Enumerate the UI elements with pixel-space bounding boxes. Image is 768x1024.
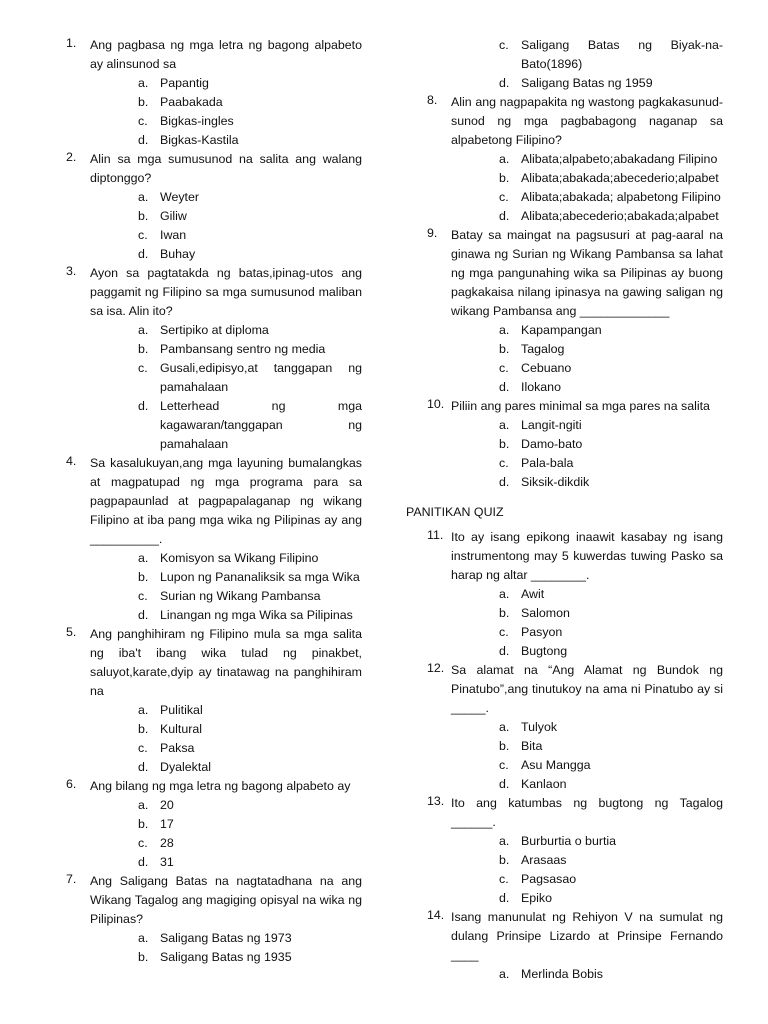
- question-item: [427, 93, 723, 226]
- answer-option: [66, 359, 362, 397]
- option-text: 20: [160, 798, 174, 812]
- answer-option: [427, 359, 723, 378]
- answer-option: [427, 585, 723, 604]
- option-text: Kanlaon: [521, 777, 567, 791]
- options-list: [66, 701, 362, 777]
- option-text: Epiko: [521, 891, 552, 905]
- option-letter: c.: [138, 836, 148, 850]
- option-letter: d.: [138, 399, 149, 413]
- option-text: Dyalektal: [160, 760, 211, 774]
- answer-option: [66, 796, 362, 815]
- answer-option: [427, 435, 723, 454]
- option-letter: a.: [138, 703, 149, 717]
- option-text: Kultural: [160, 722, 203, 736]
- option-letter: a.: [499, 834, 510, 848]
- option-letter: c.: [499, 625, 509, 639]
- option-text: Merlinda Bobis: [521, 967, 603, 981]
- answer-option: [66, 245, 362, 264]
- option-text: Ilokano: [521, 380, 561, 394]
- question-group-a: [427, 93, 723, 492]
- answer-option: [427, 737, 723, 756]
- question-item: [427, 908, 723, 984]
- answer-option: [66, 188, 362, 207]
- option-text: Salomon: [521, 606, 570, 620]
- answer-option: [66, 131, 362, 150]
- answer-option: [66, 758, 362, 777]
- answer-option: [66, 226, 362, 245]
- answer-option: [66, 701, 362, 720]
- answer-option: [427, 718, 723, 737]
- options-list: [66, 74, 362, 150]
- options-list: [66, 929, 362, 967]
- option-text: Bugtong: [521, 644, 568, 658]
- option-text: Asu Mangga: [521, 758, 591, 772]
- option-letter: d.: [499, 209, 510, 223]
- option-text: Sertipiko at diploma: [160, 323, 269, 337]
- option-letter: c.: [499, 361, 509, 375]
- answer-option: [427, 889, 723, 908]
- option-text: Paabakada: [160, 95, 223, 109]
- option-letter: b.: [138, 817, 149, 831]
- question-number: 13.: [427, 794, 445, 808]
- options-list: [66, 188, 362, 264]
- option-letter: b.: [138, 722, 149, 736]
- option-letter: b.: [138, 950, 149, 964]
- answer-option: [66, 549, 362, 568]
- option-text: Awit: [521, 587, 545, 601]
- option-letter: a.: [138, 76, 149, 90]
- options-list: [66, 796, 362, 872]
- options-list: [66, 549, 362, 625]
- answer-option: [66, 587, 362, 606]
- option-letter: c.: [138, 114, 148, 128]
- question-text: Isang manunulat ng Rehiyon V na sumulat ng dulang Prinsipe Lizardo at Prinsipe Fernando ____: [451, 910, 723, 962]
- option-text: Alibata;alpabeto;abakadang Filipino: [521, 152, 718, 166]
- right-column: [406, 36, 723, 984]
- question-text: Ayon sa pagtatakda ng batas,ipinag-utos ang paggamit ng Filipino sa mga sumusunod maliban sa isa. Alin ito?: [90, 266, 362, 318]
- answer-option: [66, 397, 362, 454]
- answer-option: [427, 473, 723, 492]
- question-text: Piliin ang pares minimal sa mga pares na salita: [451, 399, 710, 413]
- answer-option: [66, 340, 362, 359]
- option-letter: d.: [499, 777, 510, 791]
- answer-option: [427, 74, 723, 93]
- option-text: Arasaas: [521, 853, 567, 867]
- option-text: Gusali,edipisyo,at tanggapan ng pamahalaan: [160, 361, 362, 394]
- option-text: Pagsasao: [521, 872, 577, 886]
- question-number: 9.: [427, 226, 438, 240]
- option-letter: a.: [138, 190, 149, 204]
- option-letter: d.: [138, 608, 149, 622]
- answer-option: [66, 739, 362, 758]
- question-text: Ito ay isang epikong inaawit kasabay ng isang instrumentong may 5 kuwerdas tuwing Pasko sa harap ng altar ________.: [451, 530, 723, 582]
- option-text: Giliw: [160, 209, 187, 223]
- option-letter: d.: [499, 644, 510, 658]
- answer-option: [66, 815, 362, 834]
- option-text: Paksa: [160, 741, 195, 755]
- option-text: Weyter: [160, 190, 200, 204]
- answer-option: [427, 775, 723, 794]
- option-letter: c.: [138, 228, 148, 242]
- option-text: Pambansang sentro ng media: [160, 342, 326, 356]
- answer-option: [427, 321, 723, 340]
- question-text: Batay sa maingat na pagsusuri at pag-aaral na ginawa ng Surian ng Wikang Pambansa sa lahat ng mga pangunahing wika sa Pilipinas ay buong pagkakaisa nilang ipinasya na gawing saligan ng wikang Pambansa ang _____________: [451, 228, 723, 318]
- option-text: Pulitikal: [160, 703, 203, 717]
- option-text: Siksik-dikdik: [521, 475, 590, 489]
- answer-option: [427, 36, 723, 74]
- option-letter: c.: [499, 190, 509, 204]
- options-list: [427, 832, 723, 908]
- question-group-b: [427, 528, 723, 984]
- question-number: 1.: [66, 36, 77, 50]
- option-text: Pala-bala: [521, 456, 574, 470]
- question-number: 14.: [427, 908, 445, 922]
- option-text: 17: [160, 817, 174, 831]
- option-letter: b.: [499, 739, 510, 753]
- question-number: 4.: [66, 454, 77, 468]
- question-number: 5.: [66, 625, 77, 639]
- answer-option: [427, 340, 723, 359]
- question-item: [66, 872, 362, 967]
- answer-option: [66, 853, 362, 872]
- answer-option: [427, 207, 723, 226]
- question-text: Ang bilang ng mga letra ng bagong alpabeto ay: [90, 779, 351, 793]
- options-list: [66, 321, 362, 454]
- option-letter: a.: [138, 798, 149, 812]
- option-letter: b.: [138, 209, 149, 223]
- option-text: Alibata;abakada; alpabetong Filipino: [521, 190, 721, 204]
- question-number: 10.: [427, 397, 445, 411]
- option-text: Linangan ng mga Wika sa Pilipinas: [160, 608, 353, 622]
- option-text: Bigkas-Kastila: [160, 133, 239, 147]
- option-letter: b.: [499, 853, 510, 867]
- option-letter: d.: [138, 133, 149, 147]
- option-letter: a.: [138, 551, 149, 565]
- answer-option: [427, 870, 723, 889]
- left-column: [66, 36, 362, 967]
- option-letter: a.: [499, 418, 510, 432]
- question-number: 3.: [66, 264, 77, 278]
- option-letter: c.: [138, 741, 148, 755]
- answer-option: [427, 169, 723, 188]
- question-item: [427, 226, 723, 397]
- question-text: Sa alamat na “Ang Alamat ng Bundok ng Pinatubo”,ang tinutukoy na ama ni Pinatubo ay si _____.: [451, 663, 723, 715]
- option-text: Buhay: [160, 247, 196, 261]
- question-item: [427, 397, 723, 492]
- question-number: 7.: [66, 872, 77, 886]
- option-text: Tagalog: [521, 342, 565, 356]
- question-number: 2.: [66, 150, 77, 164]
- answer-option: [427, 150, 723, 169]
- option-letter: c.: [138, 361, 148, 375]
- option-text: Surian ng Wikang Pambansa: [160, 589, 321, 603]
- question-text: Alin ang nagpapakita ng wastong pagkakasunud-sunod ng mga pagbabagong naganap sa alpabetong Filipino?: [451, 95, 723, 147]
- option-letter: d.: [138, 855, 149, 869]
- answer-option: [66, 720, 362, 739]
- option-text: Saligang Batas ng 1973: [160, 931, 292, 945]
- option-letter: b.: [499, 342, 510, 356]
- answer-option: [427, 378, 723, 397]
- option-letter: c.: [499, 38, 509, 52]
- option-letter: a.: [138, 931, 149, 945]
- answer-option: [427, 623, 723, 642]
- answer-option: [66, 948, 362, 967]
- answer-option: [427, 965, 723, 984]
- option-letter: d.: [138, 760, 149, 774]
- option-text: Cebuano: [521, 361, 572, 375]
- option-letter: d.: [499, 76, 510, 90]
- question-item: [427, 528, 723, 661]
- option-letter: b.: [499, 171, 510, 185]
- answer-option: [66, 929, 362, 948]
- option-letter: a.: [499, 720, 510, 734]
- option-letter: d.: [138, 247, 149, 261]
- option-text: 28: [160, 836, 174, 850]
- question-item: [66, 150, 362, 264]
- answer-option: [66, 93, 362, 112]
- option-text: Tulyok: [521, 720, 558, 734]
- question-item: [66, 777, 362, 872]
- answer-option: [427, 851, 723, 870]
- question-text: Alin sa mga sumusunod na salita ang walang diptonggo?: [90, 152, 362, 185]
- option-letter: a.: [499, 152, 510, 166]
- answer-option: [427, 642, 723, 661]
- question-text: Ang Saligang Batas na nagtatadhana na ang Wikang Tagalog ang magiging opisyal na wika ng Pilipinas?: [90, 874, 362, 926]
- option-letter: c.: [499, 872, 509, 886]
- question-text: Sa kasalukuyan,ang mga layuning bumalangkas at magpatupad ng mga programa para sa pagpapaunlad at pagpapalaganap ng wikang Filipino at iba pang mga wika ng Pilipinas ay ang __________.: [90, 456, 362, 546]
- option-text: Alibata;abakada;abecederio;alpabet: [521, 171, 719, 185]
- option-text: Iwan: [160, 228, 187, 242]
- options-list: [427, 321, 723, 397]
- question-number: 11.: [427, 528, 444, 542]
- question-item: [66, 36, 362, 150]
- answer-option: [66, 568, 362, 587]
- question-number: 12.: [427, 661, 445, 675]
- option-letter: a.: [138, 323, 149, 337]
- question-item: [66, 625, 362, 777]
- option-letter: b.: [499, 437, 510, 451]
- answer-option: [66, 207, 362, 226]
- option-letter: d.: [499, 891, 510, 905]
- option-letter: b.: [138, 570, 149, 584]
- answer-option: [66, 112, 362, 131]
- option-text: Damo-bato: [521, 437, 583, 451]
- option-text: Burburtia o burtia: [521, 834, 617, 848]
- continued-options: [427, 36, 723, 93]
- options-list: [427, 718, 723, 794]
- option-letter: b.: [138, 342, 149, 356]
- answer-option: [427, 454, 723, 473]
- question-item: [66, 264, 362, 454]
- answer-option: [66, 606, 362, 625]
- option-text: Saligang Batas ng Biyak-na-Bato(1896): [521, 38, 723, 71]
- option-text: Papantig: [160, 76, 209, 90]
- option-letter: c.: [499, 456, 509, 470]
- answer-option: [66, 74, 362, 93]
- question-item: [66, 454, 362, 625]
- question-text: Ito ang katumbas ng bugtong ng Tagalog ______.: [451, 796, 723, 829]
- answer-option: [427, 604, 723, 623]
- option-letter: d.: [499, 380, 510, 394]
- answer-option: [66, 834, 362, 853]
- answer-option: [427, 188, 723, 207]
- option-letter: d.: [499, 475, 510, 489]
- question-text: Ang pagbasa ng mga letra ng bagong alpabeto ay alinsunod sa: [90, 38, 362, 71]
- options-list: [427, 416, 723, 492]
- option-text: Bigkas-ingles: [160, 114, 234, 128]
- option-text: Komisyon sa Wikang Filipino: [160, 551, 319, 565]
- answer-option: [427, 756, 723, 775]
- option-text: Letterhead ng mga kagawaran/tanggapan ng pamahalaan: [160, 399, 362, 451]
- option-text: Langit-ngiti: [521, 418, 582, 432]
- option-text: Alibata;abecederio;abakada;alpabet: [521, 209, 719, 223]
- question-item: [427, 794, 723, 908]
- option-text: 31: [160, 855, 174, 869]
- option-text: Lupon ng Pananaliksik sa mga Wika: [160, 570, 360, 584]
- option-letter: b.: [138, 95, 149, 109]
- option-letter: a.: [499, 967, 510, 981]
- option-text: Bita: [521, 739, 543, 753]
- option-text: Pasyon: [521, 625, 563, 639]
- question-number: 6.: [66, 777, 77, 791]
- question-text: Ang panghihiram ng Filipino mula sa mga salita ng iba't ibang wika tulad ng pinakbet, saluyot,karate,dyip ay tinatawag na panghihiram na: [90, 627, 362, 698]
- option-letter: a.: [499, 323, 510, 337]
- question-number: 8.: [427, 93, 438, 107]
- option-text: Saligang Batas ng 1959: [521, 76, 653, 90]
- options-list: [427, 965, 723, 984]
- option-letter: c.: [499, 758, 509, 772]
- option-letter: a.: [499, 587, 510, 601]
- question-item: [427, 661, 723, 794]
- option-text: Kapampangan: [521, 323, 602, 337]
- options-list: [427, 585, 723, 661]
- option-letter: c.: [138, 589, 148, 603]
- answer-option: [427, 416, 723, 435]
- option-text: Saligang Batas ng 1935: [160, 950, 292, 964]
- answer-option: [427, 832, 723, 851]
- option-letter: b.: [499, 606, 510, 620]
- options-list: [427, 150, 723, 226]
- answer-option: [66, 321, 362, 340]
- section-title: PANITIKAN QUIZ: [406, 505, 504, 519]
